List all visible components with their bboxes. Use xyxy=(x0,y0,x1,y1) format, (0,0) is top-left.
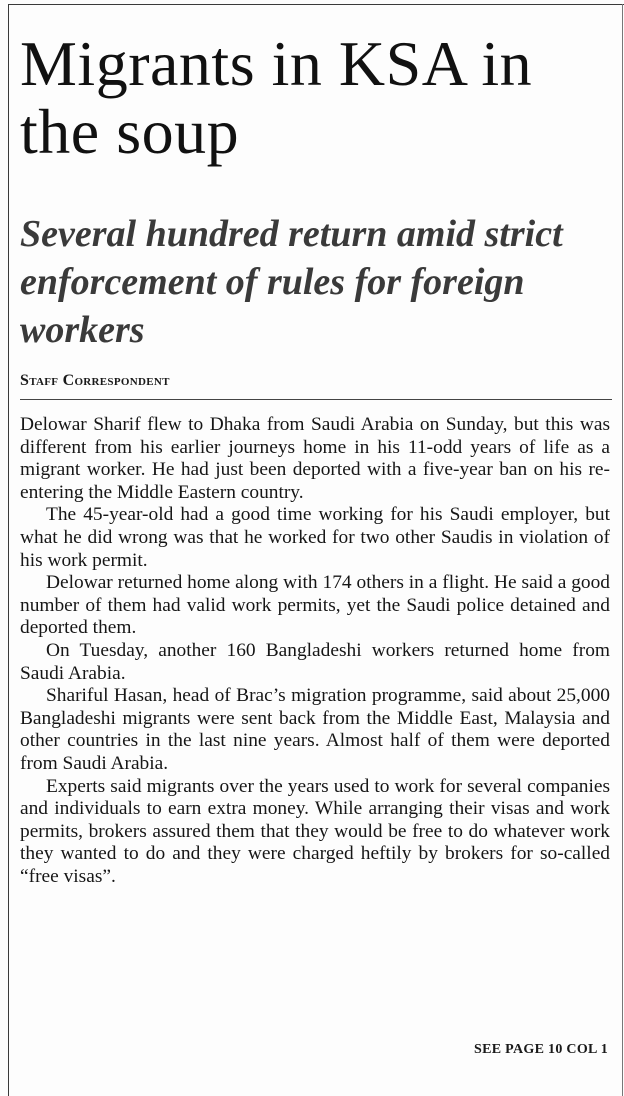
paragraph: The 45-year-old had a good time working for his Saudi employer, but what he did wrong was that he worked for two other Saudis in violation of his work permit. xyxy=(20,504,610,571)
paragraph: Delowar returned home along with 174 others in a flight. He said a good number of them had valid work permits, yet the Saudi police detained and deported them. xyxy=(20,572,610,639)
continuation-jump-line: SEE PAGE 10 COL 1 xyxy=(474,1042,608,1057)
byline-divider xyxy=(20,399,612,400)
top-border-rule xyxy=(8,4,624,5)
paragraph: On Tuesday, another 160 Bangladeshi workers returned home from Saudi Arabia. xyxy=(20,639,610,684)
paragraph: Shariful Hasan, head of Brac’s migration programme, said about 25,000 Bangladeshi migrants were sent back from the Middle East, Malaysia and other countries in the last nine years. Almost half of them were deported from Saudi Arabia. xyxy=(20,685,610,774)
paragraph: Experts said migrants over the years used to work for several companies and individuals to earn extra money. While arranging their visas and work permits, brokers assured them that they would be free to do whatever work they wanted to do and they were charged heftily by brokers for so-called “free visas”. xyxy=(20,775,610,887)
headline: Migrants in KSA in the soup xyxy=(20,28,533,167)
left-border-rule xyxy=(8,4,9,1096)
paragraph: Delowar Sharif flew to Dhaka from Saudi Arabia on Sunday, but this was different from his earlier journeys home in his 11-odd years of life as a migrant worker. He had just been deported with a five-year ban on his re-entering the Middle Eastern country. xyxy=(20,414,610,503)
article-body xyxy=(20,414,610,888)
subheadline: Several hundred return amid strict enforcement of rules for foreign workers xyxy=(20,213,563,351)
right-border-rule xyxy=(622,4,623,1096)
byline: Staff Correspondent xyxy=(20,372,170,389)
